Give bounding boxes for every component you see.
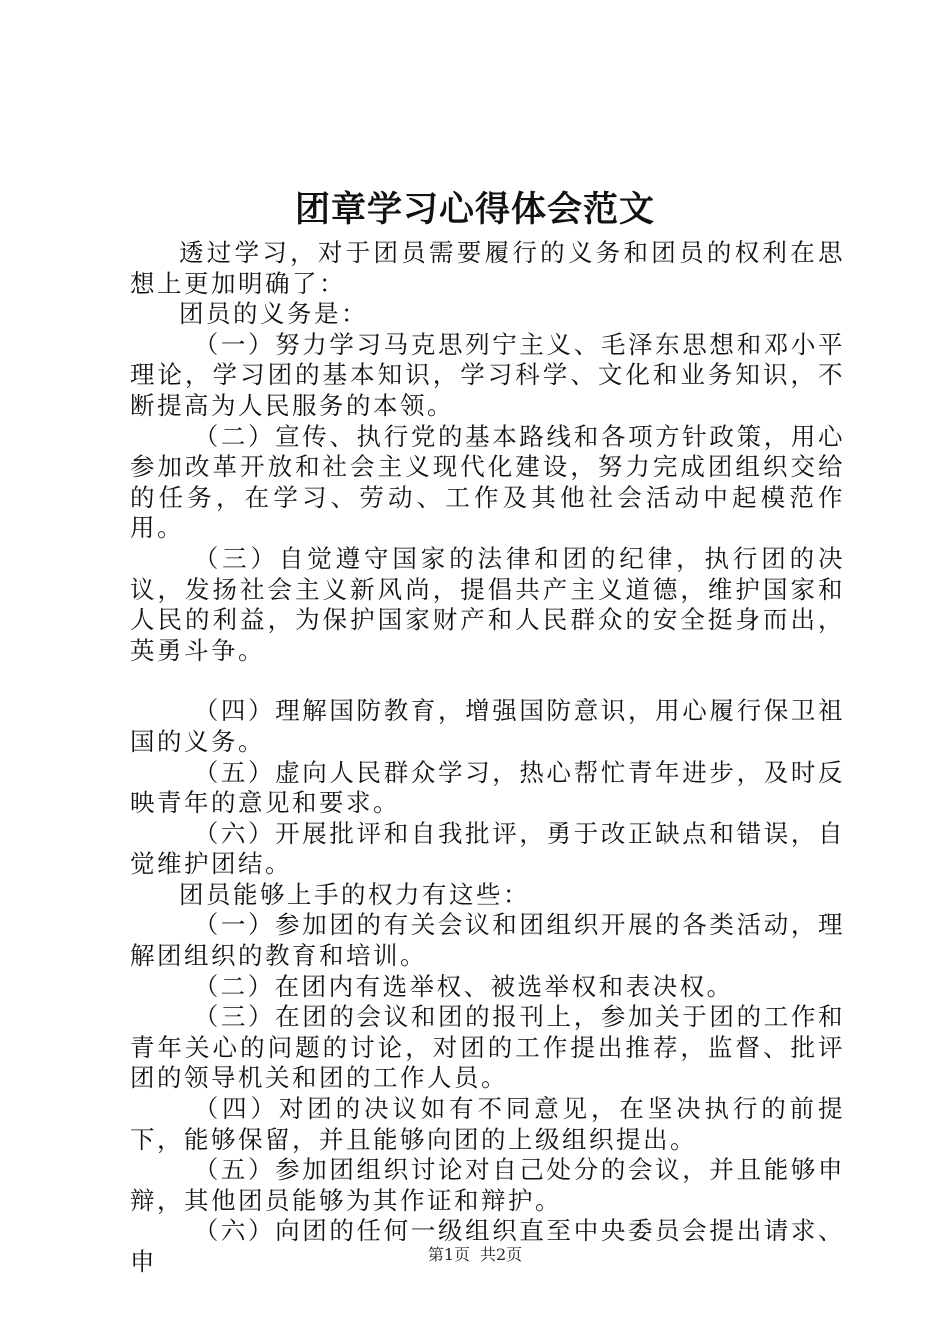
right-item-4: （四）对团的决议如有不同意见，在坚决执行的前提下，能够保留，并且能够向团的上级组织提出。 [130, 1094, 845, 1154]
page-footer [0, 1245, 950, 1265]
duty-item-2: （二）宣传、执行党的基本路线和各项方针政策，用心参加改革开放和社会主义现代化建设，努力完成团组织交给的任务，在学习、劳动、工作及其他社会活动中起模范作用。 [130, 421, 845, 543]
duty-item-4: （四）理解国防教育，增强国防意识，用心履行保卫祖国的义务。 [130, 696, 845, 756]
duty-item-5: （五）虚向人民群众学习，热心帮忙青年进步，及时反映青年的意见和要求。 [130, 757, 845, 818]
duty-item-6: （六）开展批评和自我批评，勇于改正缺点和错误，自觉维护团结。 [130, 818, 845, 879]
document-body [130, 238, 845, 1278]
intro-paragraph: 透过学习，对于团员需要履行的义务和团员的权利在思想上更加明确了： [130, 238, 845, 298]
document-title: 团章学习心得体会范文 [294, 189, 655, 230]
paragraph-gap [130, 666, 845, 696]
duty-item-1: （一）努力学习马克思列宁主义、毛泽东思想和邓小平理论，学习团的基本知识，学习科学、文化和业务知识，不断提高为人民服务的本领。 [130, 329, 845, 420]
right-item-6: （六）向团的任何一级组织直至中央委员会提出请求、申 [130, 1216, 845, 1276]
duties-heading: 团员的义务是： [179, 299, 368, 329]
duty-item-3: （三）自觉遵守国家的法律和团的纪律，执行团的决议，发扬社会主义新风尚，提倡共产主义道德，维护国家和人民的利益，为保护国家财产和人民群众的安全挺身而出，英勇斗争。 [130, 543, 845, 665]
page-number-current: 第1页 [427, 1245, 470, 1264]
right-item-3: （三）在团的会议和团的报刊上，参加关于团的工作和青年关心的问题的讨论，对团的工作提出推荐，监督、批评团的领导机关和团的工作人员。 [130, 1002, 845, 1093]
right-item-5: （五）参加团组织讨论对自己处分的会议，并且能够申辩，其他团员能够为其作证和辩护。 [130, 1155, 845, 1215]
page-number-total: 共2页 [480, 1245, 523, 1264]
right-item-1: （一）参加团的有关会议和团组织开展的各类活动，理解团组织的教育和培训。 [130, 910, 845, 971]
right-item-2: （二）在团内有选举权、被选举权和表决权。 [193, 971, 734, 1001]
rights-heading: 团员能够上手的权力有这些： [179, 879, 530, 909]
